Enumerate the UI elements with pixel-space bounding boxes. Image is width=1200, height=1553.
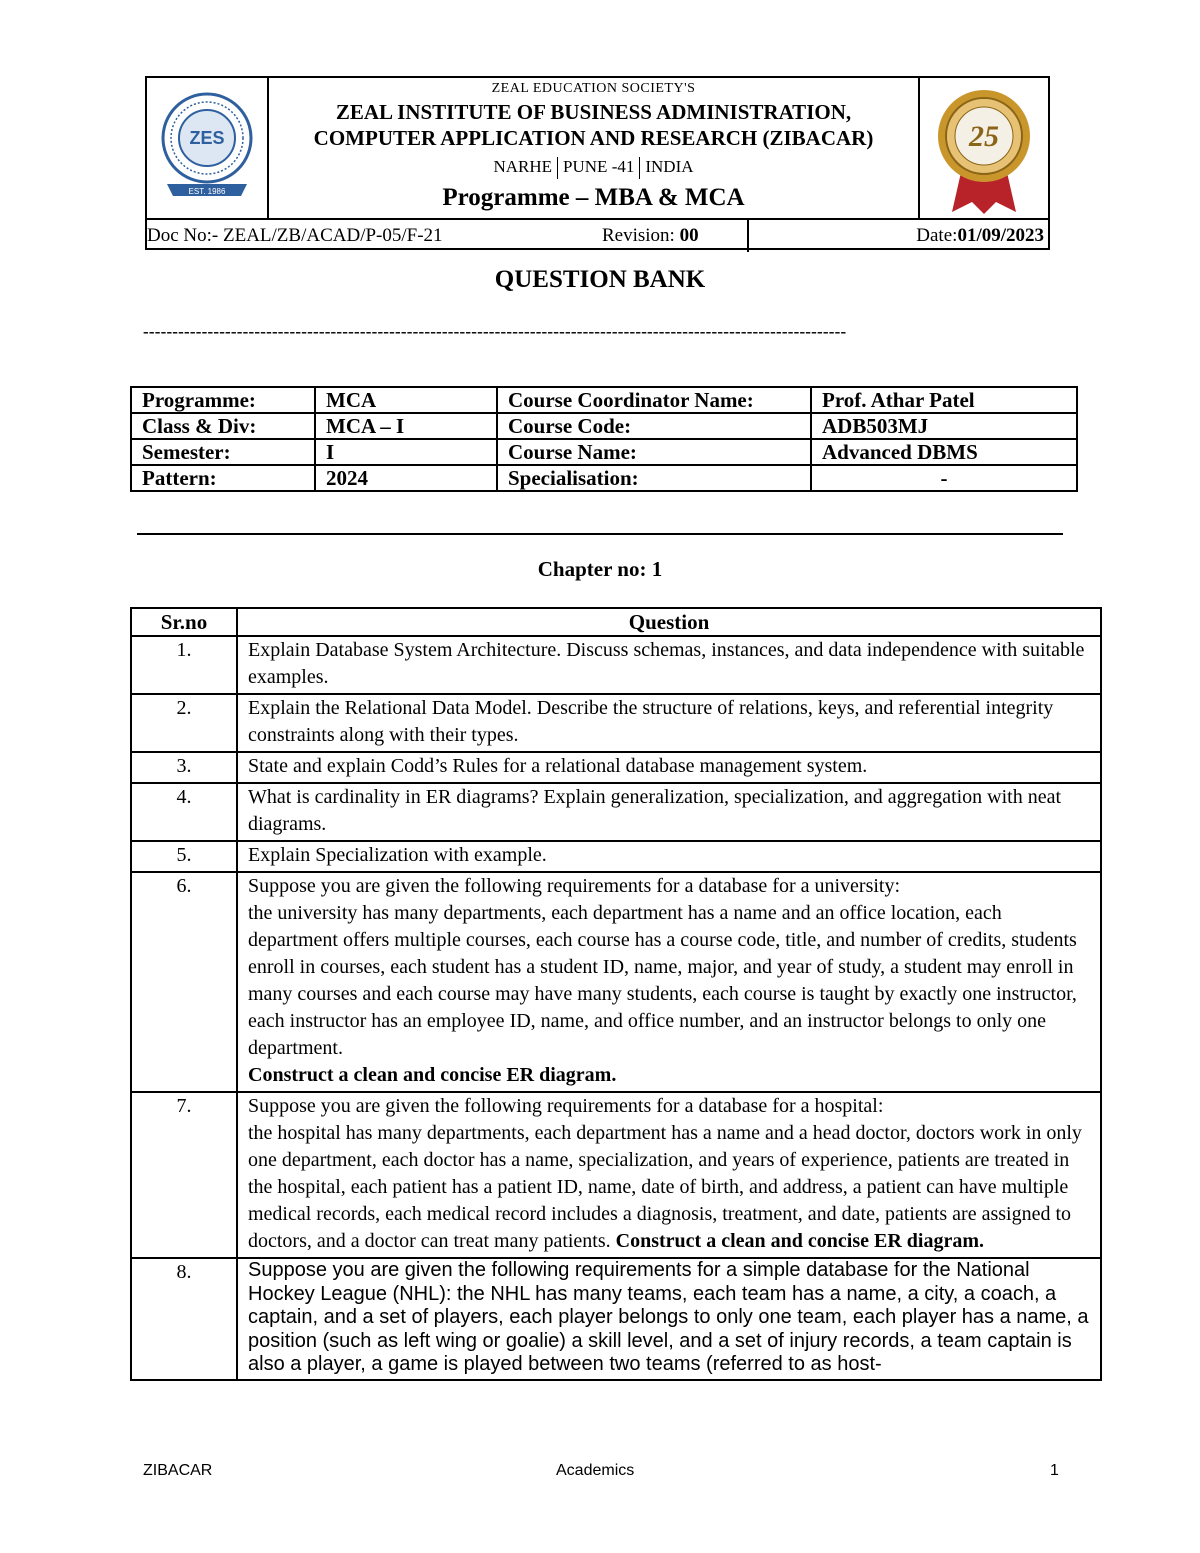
table-row (131, 752, 1101, 783)
question-number: 8. (131, 1258, 237, 1380)
info-label: Course Name: (497, 439, 811, 465)
info-row (131, 413, 1077, 439)
programme-title: Programme – MBA & MCA (442, 184, 745, 211)
chapter-heading: Chapter no: 1 (537, 557, 663, 581)
doc-date (916, 225, 1044, 247)
column-header-srno: Sr.no (131, 608, 237, 636)
table-row (131, 694, 1101, 752)
course-info-table (130, 386, 1078, 492)
question-body: the university has many departments, each department has a name and an office location, each department offers multiple courses, each course has a course code, title, and number of credits, students enroll in courses, each student has a student ID, name, major, and year of study, a student may enroll in many courses and each course may have many students, each course is taught by exactly one instructor, each instructor has an employee ID, name, and office number, and an instructor belongs to only one department. (248, 902, 1077, 1059)
location-city: PUNE -41 (563, 157, 635, 176)
anniversary-medal-logo (922, 80, 1046, 216)
info-label: Semester: (131, 439, 315, 465)
question-text: What is cardinality in ER diagrams? Explain generalization, specialization, and aggregation with neat diagrams. (237, 783, 1101, 841)
document-control-row (147, 218, 1048, 252)
question-number: 3. (131, 752, 237, 783)
info-value: MCA – I (315, 413, 497, 439)
question-number: 5. (131, 841, 237, 872)
question-text: Explain Database System Architecture. Discuss schemas, instances, and data independence with suitable examples. (237, 636, 1101, 694)
logo-cell-right (918, 78, 1048, 218)
question-number: 7. (131, 1092, 237, 1258)
logo-left-caption: EST. 1986 (188, 187, 226, 196)
question-number: 1. (131, 636, 237, 694)
date-value: 01/09/2023 (957, 225, 1044, 246)
table-row (131, 1258, 1101, 1380)
dashed-separator: ------------------------------------------------------------------------------------------------------------------------ (143, 322, 847, 341)
question-body: the hospital has many departments, each department has a name and a head doctor, doctors work in only one department, each doctor has a name, specialization, and years of experience, patients are treated in the hospital, each patient has a patient ID, name, date of birth, and address, a patient can have multiple medical records, each medical record includes a diagnosis, treatment, and date, patients are assigned to doctors, and a doctor can treat many patients. (248, 1122, 1082, 1252)
revision-value: 00 (679, 225, 699, 246)
question-text: Explain Specialization with example. (237, 841, 1101, 872)
info-label: Specialisation: (497, 465, 811, 491)
column-header-question: Question (237, 608, 1101, 636)
logo-cell-left (147, 78, 269, 218)
question-text (237, 1092, 1101, 1258)
society-name: ZEAL EDUCATION SOCIETY'S (491, 81, 696, 96)
location-area: NARHE (493, 157, 553, 176)
info-label: Pattern: (131, 465, 315, 491)
document-header (145, 76, 1050, 250)
info-value: - (811, 465, 1077, 491)
info-value: ADB503MJ (811, 413, 1077, 439)
question-instruction: Construct a clean and concise ER diagram. (248, 1064, 617, 1086)
header-center (267, 78, 920, 218)
table-row (131, 1092, 1101, 1258)
info-label: Programme: (131, 387, 315, 413)
footer-institute: ZIBACAR (143, 1462, 213, 1479)
info-row (131, 387, 1077, 413)
institute-location (267, 157, 920, 179)
question-text: Explain the Relational Data Model. Describe the structure of relations, keys, and referential integrity constraints along with their types. (237, 694, 1101, 752)
info-label: Course Code: (497, 413, 811, 439)
question-instruction: Construct a clean and concise ER diagram. (615, 1230, 984, 1252)
table-row (131, 636, 1101, 694)
table-row (131, 783, 1101, 841)
table-row (131, 872, 1101, 1092)
table-row (131, 841, 1101, 872)
info-label: Course Coordinator Name: (497, 387, 811, 413)
institute-logo (149, 80, 265, 216)
info-value: Advanced DBMS (811, 439, 1077, 465)
info-value: MCA (315, 387, 497, 413)
doc-number: Doc No:- ZEAL/ZB/ACAD/P-05/F-21 (147, 225, 443, 246)
question-intro: Suppose you are given the following requirements for a database for a hospital: (248, 1095, 884, 1117)
footer-center: Academics (556, 1462, 635, 1479)
question-number: 2. (131, 694, 237, 752)
question-text: Suppose you are given the following requirements for a simple database for the National Hockey League (NHL): the NHL has many teams, each team has a name, a city, a coach, a captain, and a set of players, each player belongs to only one team, each player has a name, a position (such as left wing or goalie) a skill level, and a set of injury records, a team captain is also a player, a game is played between two teams (referred to as host- (237, 1258, 1101, 1380)
horizontal-rule (137, 533, 1063, 535)
question-intro: Suppose you are given the following requirements for a database for a university: (248, 875, 901, 897)
info-value: Prof. Athar Patel (811, 387, 1077, 413)
question-number: 6. (131, 872, 237, 1092)
info-row (131, 465, 1077, 491)
question-text: State and explain Codd’s Rules for a relational database management system. (237, 752, 1101, 783)
question-text (237, 872, 1101, 1092)
logo-left-text: ZES (189, 128, 225, 148)
info-value: 2024 (315, 465, 497, 491)
logo-right-text: 25 (969, 120, 999, 153)
page-title: QUESTION BANK (494, 266, 706, 293)
info-label: Class & Div: (131, 413, 315, 439)
question-number: 4. (131, 783, 237, 841)
info-row (131, 439, 1077, 465)
revision (602, 225, 699, 247)
page-number: 1 (1050, 1462, 1059, 1479)
institute-name-line1: ZEAL INSTITUTE OF BUSINESS ADMINISTRATION, (335, 100, 852, 124)
revision-label: Revision: (602, 225, 680, 246)
date-label: Date: (916, 225, 958, 246)
divider (747, 220, 749, 252)
location-country: INDIA (645, 157, 694, 176)
institute-name-line2: COMPUTER APPLICATION AND RESEARCH (ZIBACAR) (313, 126, 874, 150)
info-value: I (315, 439, 497, 465)
question-table (130, 607, 1102, 1381)
question-table-header (131, 608, 1101, 636)
